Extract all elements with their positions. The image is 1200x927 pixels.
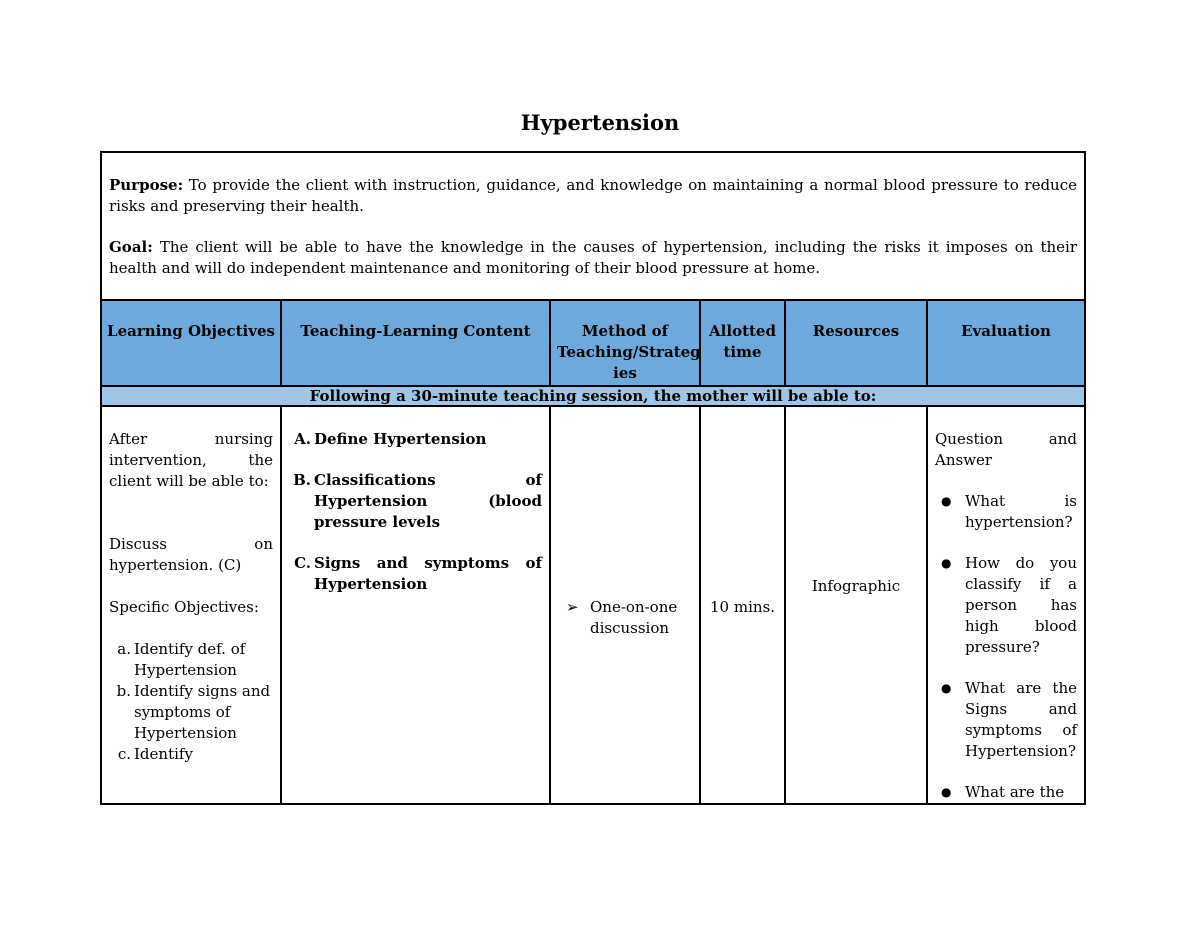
objectives-cell xyxy=(102,407,282,803)
list-item: ● What are the xyxy=(941,783,1065,801)
content-list xyxy=(289,429,542,595)
purpose-paragraph xyxy=(109,175,1077,217)
method-cell xyxy=(551,407,701,803)
table-header-row xyxy=(102,299,1084,385)
arrow-bullet-icon: ➢ xyxy=(566,598,579,616)
header-learning-objectives: Learning Objectives xyxy=(102,301,282,385)
list-item: ● How do you classify if a person has high blood pressure? xyxy=(941,554,1077,656)
session-note-row: Following a 30-minute teaching session, the mother will be able to: xyxy=(102,385,1084,407)
method-item xyxy=(558,597,692,639)
list-item: A. Define Hypertension xyxy=(294,430,487,448)
header-teaching-content: Teaching-Learning Content xyxy=(282,301,551,385)
document-title: Hypertension xyxy=(520,110,680,135)
bullet-icon: ● xyxy=(941,494,952,508)
list-item: a. Identify def. of Hypertension xyxy=(117,640,246,679)
allotted-time-value: 10 mins. xyxy=(709,598,775,616)
resources-cell xyxy=(786,407,928,803)
evaluation-questions xyxy=(935,491,1077,803)
method-text: One-on-one discussion xyxy=(590,598,678,637)
content-cell xyxy=(282,407,551,803)
purpose-text: To provide the client with instruction, guidance, and knowledge on maintaining a normal blood pressure to reduce risks and preserving their health. xyxy=(109,176,1077,215)
header-method: Method of Teaching/Strateg ies xyxy=(551,301,701,385)
table-body-row xyxy=(102,407,1084,803)
specific-objectives-label: Specific Objectives: xyxy=(109,598,259,616)
goal-text: The client will be able to have the knowledge in the causes of hypertension, including the risks it imposes on their health and will do independent maintenance and monitoring of their blood pressure at home. xyxy=(109,238,1077,277)
header-resources: Resources xyxy=(786,301,928,385)
list-item: ● What is hypertension? xyxy=(941,492,1077,531)
header-allotted-time: Allotted time xyxy=(701,301,786,385)
bullet-icon: ● xyxy=(941,681,952,695)
teaching-plan-table xyxy=(100,151,1086,805)
goal-paragraph xyxy=(109,237,1077,279)
list-item: b. Identify signs and symptoms of Hypertension xyxy=(116,682,271,742)
bullet-icon: ● xyxy=(941,785,952,799)
time-cell xyxy=(701,407,786,803)
resource-value: Infographic xyxy=(811,577,901,595)
specific-objectives-list xyxy=(109,639,273,765)
list-item: B. Classifications of Hypertension (blood pressure levels xyxy=(293,471,542,531)
evaluation-intro: Question and Answer xyxy=(935,430,1077,469)
list-item: c. Identify xyxy=(117,745,193,763)
evaluation-cell xyxy=(928,407,1084,803)
objectives-discuss: Discuss on hypertension. (C) xyxy=(109,535,273,574)
objectives-intro: After nursing intervention, the client will be able to: xyxy=(109,430,273,490)
header-evaluation: Evaluation xyxy=(961,322,1051,340)
list-item: ● What are the Signs and symptoms of Hypertension? xyxy=(941,679,1077,760)
goal-label: Goal: xyxy=(109,238,153,256)
intro-section xyxy=(102,153,1084,299)
purpose-label: Purpose: xyxy=(109,176,184,194)
list-item: C. Signs and symptoms of Hypertension xyxy=(294,554,542,593)
bullet-icon: ● xyxy=(941,556,952,570)
